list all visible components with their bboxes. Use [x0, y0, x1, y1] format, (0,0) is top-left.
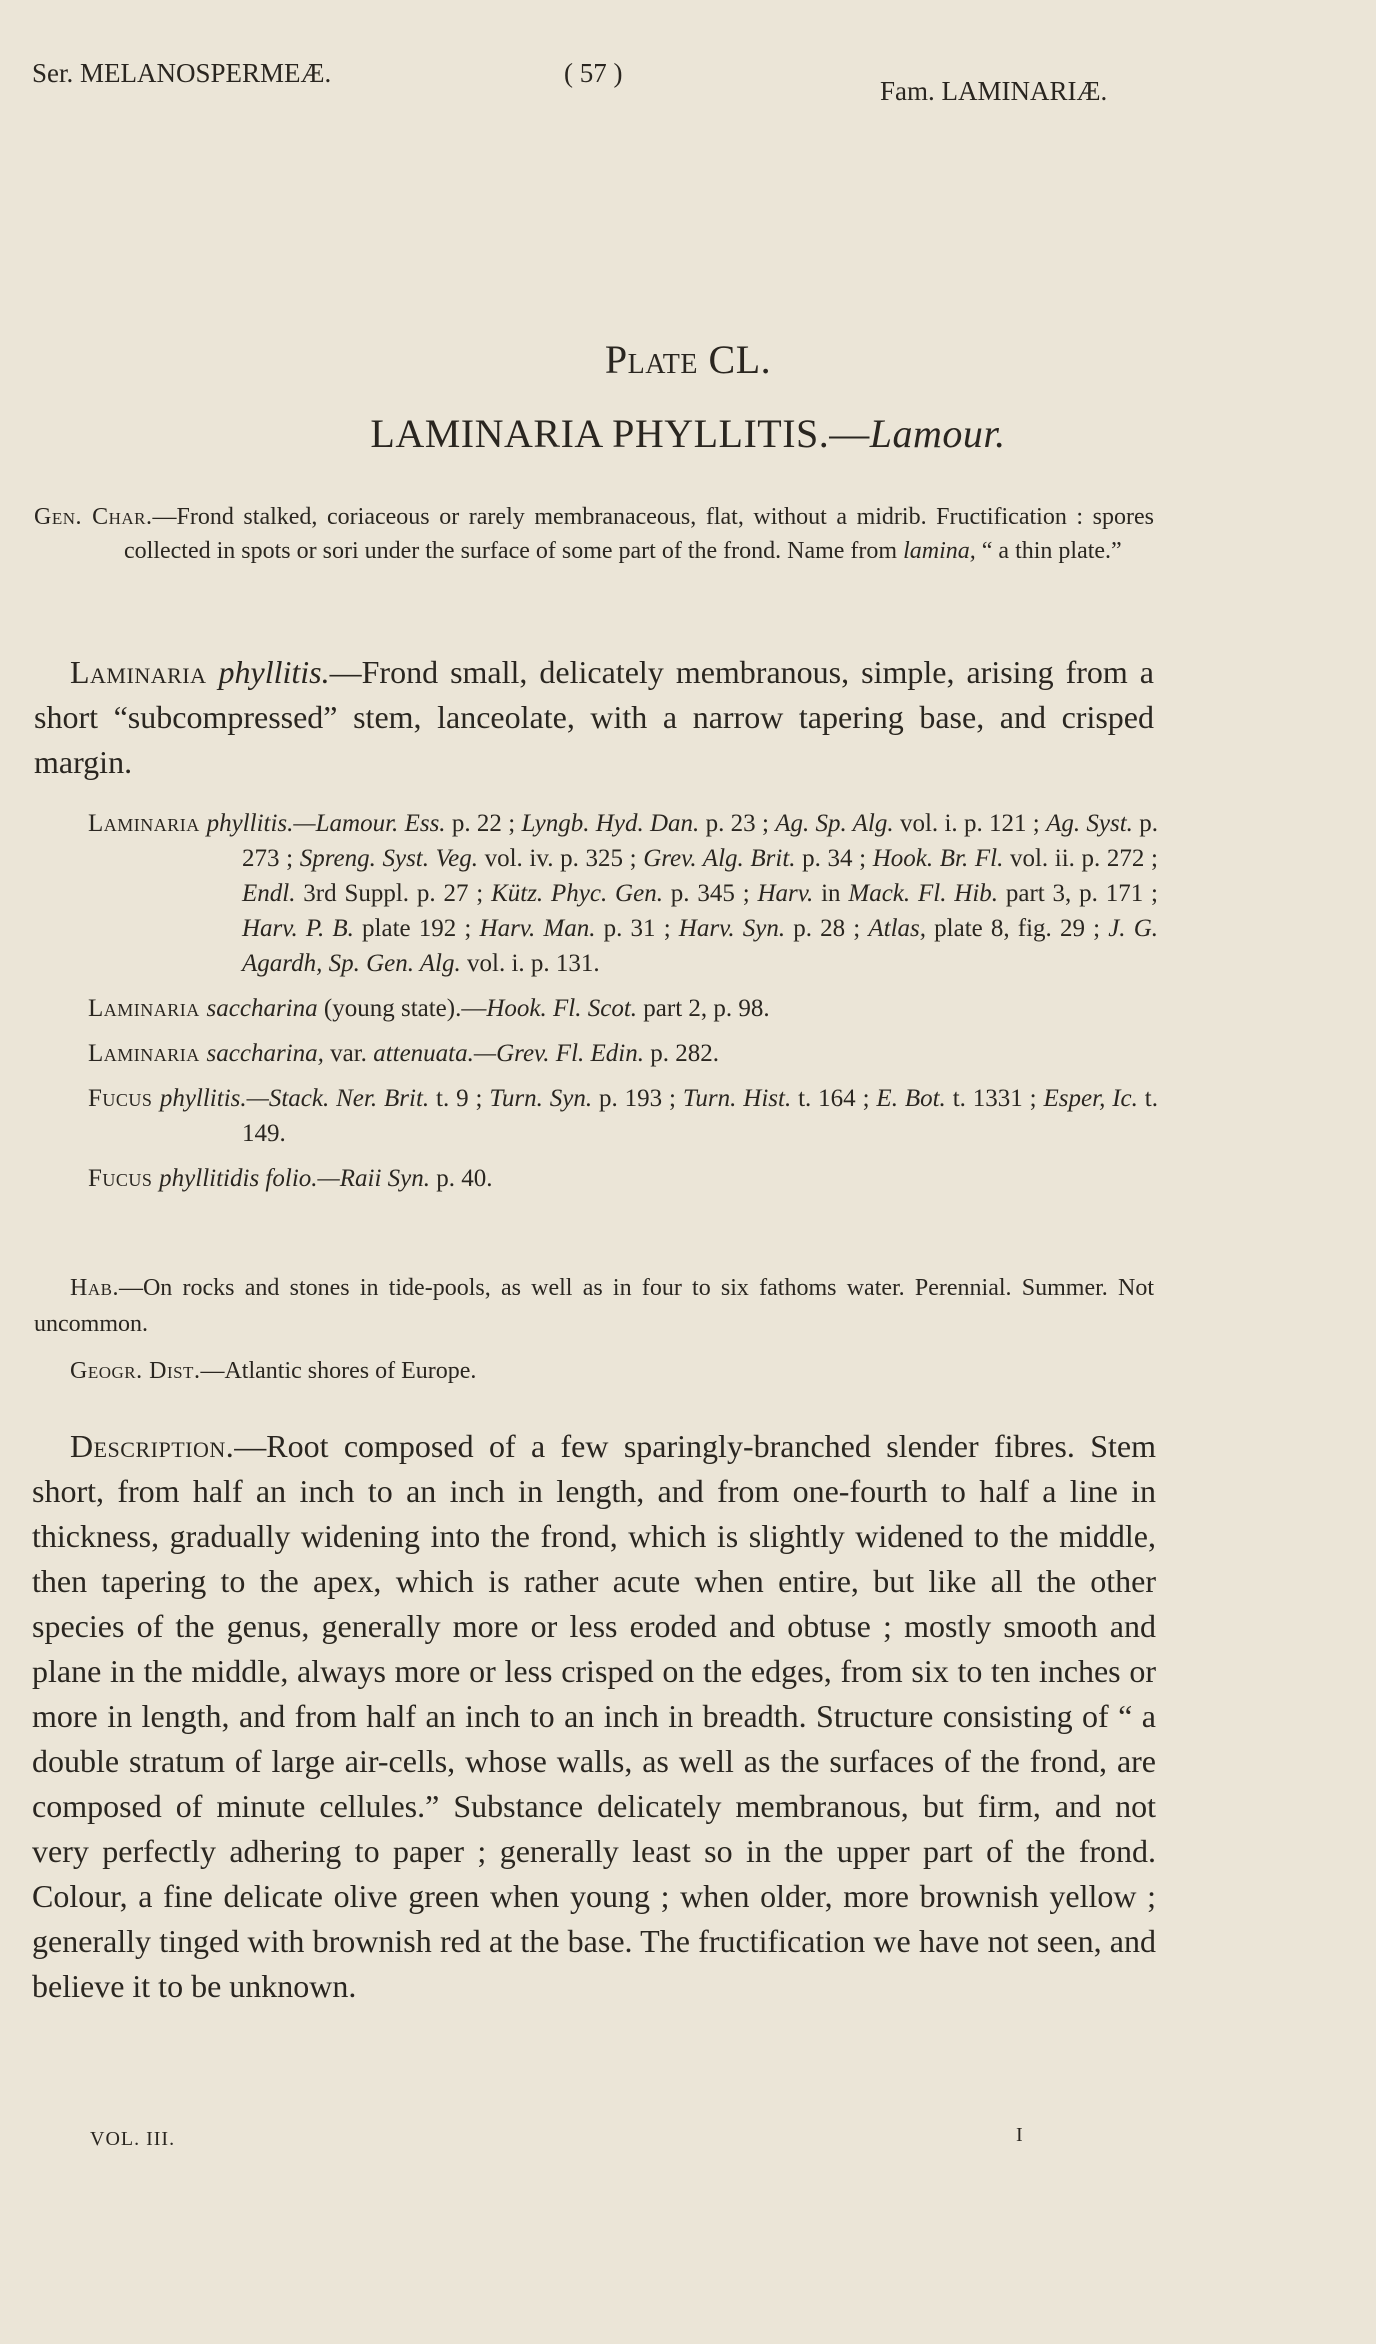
- page-number: ( 57 ): [564, 58, 623, 88]
- species-name: LAMINARIA PHYLLITIS.—: [370, 411, 870, 456]
- species-heading: [0, 410, 1376, 457]
- synonym-genus: Fucus: [88, 1165, 160, 1192]
- volume-signature: VOL. III.: [90, 2128, 176, 2150]
- description-text: —Root composed of a few sparingly-branched slender fibres. Stem short, from half an inch to an inch in length, and from one-fourth to half a line in thickness, gradually widening into the frond, which is slightly widened to the middle, then tapering to the apex, which is rather acute when entire, but like all the other species of the genus, generally more or less eroded and obtuse ; mostly smooth and plane in the middle, always more or less crisped on the edges, from six to ten inches or more in length, and from half an inch to an inch in breadth. Structure consisting of “ a double stratum of large air-cells, whose walls, as well as the surfaces of the frond, are composed of minute cellules.” Substance delicately membranous, but firm, and not very perfectly adhering to paper ; generally least so in the upper part of the frond. Colour, a fine delicate olive green when young ; when older, more brownish yellow ; generally tinged with brownish red at the base. The fructification we have not seen, and believe it to be unknown.: [32, 1428, 1156, 2004]
- gen-char-word: lamina,: [903, 538, 976, 564]
- geographic-distribution: [70, 1358, 476, 1385]
- hab-label: Hab.: [70, 1275, 119, 1301]
- synonym-entry: [88, 806, 1158, 981]
- geo-text: —Atlantic shores of Europe.: [200, 1358, 477, 1384]
- synonym-entry: [88, 991, 1158, 1026]
- header-series: Ser. MELANOSPERMEÆ.: [32, 58, 332, 88]
- synonym-citation: phyllitis.—Stack. Ner. Brit. t. 9 ; Turn. Syn. p. 193 ; Turn. Hist. t. 164 ; E. Bot. t. 1331 ; Esper, Ic. t. 149.: [159, 1085, 1158, 1147]
- synonym-genus: Laminaria: [88, 995, 207, 1022]
- synonym-genus: Laminaria: [88, 810, 207, 837]
- gen-char-text: —Frond stalked, coriaceous or rarely membranaceous, flat, without a midrib. Fructification : spores collected in spots or sori under the surface of some part of the frond. Name from: [124, 504, 1154, 564]
- synonym-genus: Laminaria: [88, 1040, 207, 1067]
- species-diagnosis: [34, 650, 1154, 785]
- plate-heading: Plate CL.: [604, 337, 772, 382]
- gen-char-label: Gen. Char.: [34, 504, 153, 530]
- species-author: Lamour.: [869, 411, 1006, 456]
- synonym-entry: [88, 1036, 1158, 1071]
- synonym-citation: phyllitidis folio.—Raii Syn. p. 40.: [159, 1165, 493, 1192]
- genus-character: [34, 500, 1154, 568]
- synonym-citation: saccharina (young state).—Hook. Fl. Scot. part 2, p. 98.: [206, 995, 770, 1022]
- geo-label: Geogr. Dist.: [70, 1358, 201, 1384]
- running-header: [32, 58, 1176, 108]
- diagnosis-species: phyllitis.: [218, 654, 330, 690]
- synonym-genus: Fucus: [88, 1085, 160, 1112]
- gen-char-quote: “ a thin plate.”: [975, 538, 1122, 564]
- synonym-citation: saccharina, var. attenuata.—Grev. Fl. Edin. p. 282.: [206, 1040, 719, 1067]
- description: [32, 1424, 1156, 2009]
- synonym-citation: phyllitis.—Lamour. Ess. p. 22 ; Lyngb. Hyd. Dan. p. 23 ; Ag. Sp. Alg. vol. i. p. 121 ; Ag. Syst. p. 273 ; Spreng. Syst. Veg. vol. iv. p. 325 ; Grev. Alg. Brit. p. 34 ; Hook. Br. Fl. vol. ii. p. 272 ; Endl. 3rd Suppl. p. 27 ; Kütz. Phyc. Gen. p. 345 ; Harv. in Mack. Fl. Hib. part 3, p. 171 ; Harv. P. B. plate 192 ; Harv. Man. p. 31 ; Harv. Syn. p. 28 ; Atlas, plate 8, fig. 29 ; J. G. Agardh, Sp. Gen. Alg. vol. i. p. 131.: [206, 810, 1158, 977]
- synonymy-list: [88, 806, 1158, 1196]
- header-family: Fam. LAMINARIÆ.: [880, 76, 1108, 106]
- description-label: Description.: [70, 1428, 235, 1464]
- synonym-entry: [88, 1081, 1158, 1151]
- hab-text: —On rocks and stones in tide-pools, as well as in four to six fathoms water. Perennial. Summer. Not uncommon.: [34, 1275, 1154, 1337]
- diagnosis-text: —Frond small, delicately membranous, simple, arising from a short “subcompressed” stem, lanceolate, with a narrow tapering base, and crisped margin.: [34, 654, 1155, 780]
- synonym-entry: [88, 1161, 1158, 1196]
- habitat: [34, 1270, 1154, 1342]
- gathering-signature: I: [1016, 2124, 1023, 2146]
- diagnosis-genus: Laminaria: [70, 654, 207, 690]
